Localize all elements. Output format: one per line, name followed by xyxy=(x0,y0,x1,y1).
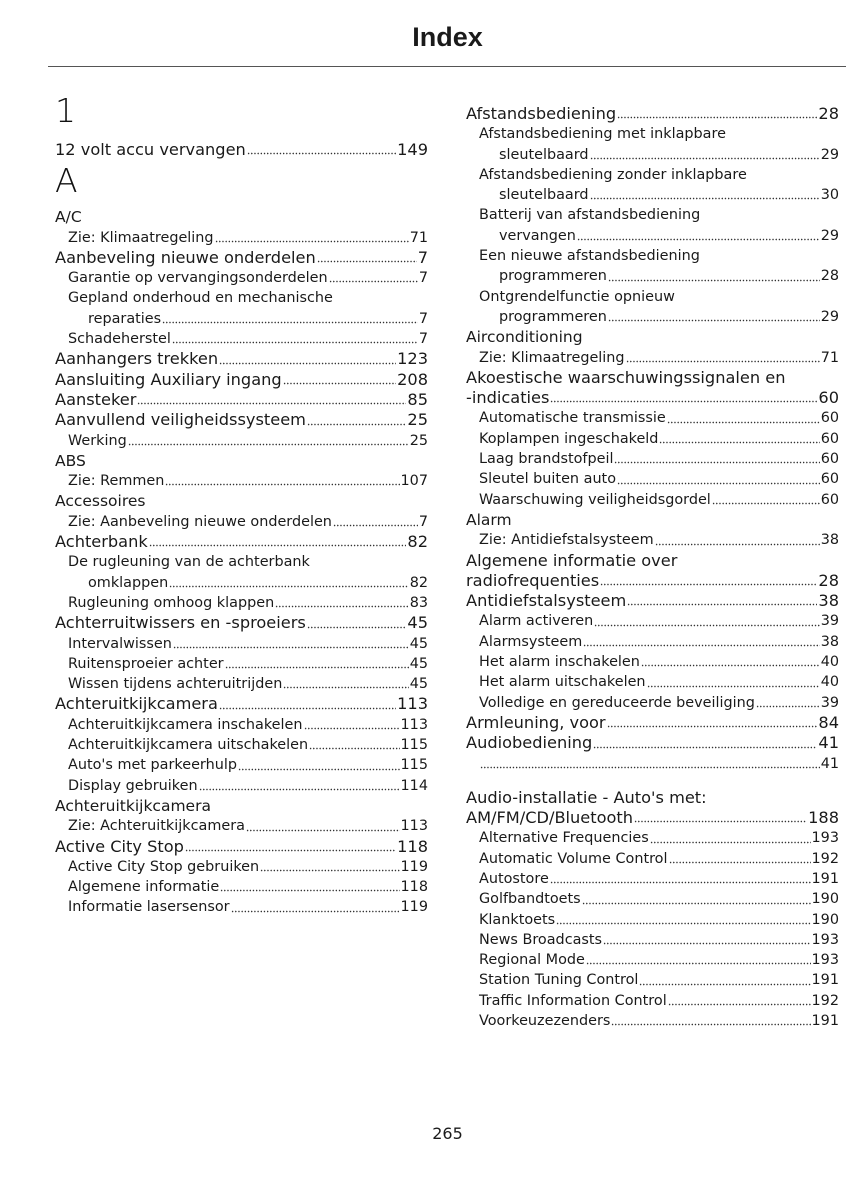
dot-leader xyxy=(600,583,817,587)
index-heading: Alarm xyxy=(466,510,512,529)
index-entry[interactable] xyxy=(55,776,428,796)
index-page-number[interactable]: 25 xyxy=(407,410,428,430)
index-page-number[interactable]: 38 xyxy=(820,532,839,549)
index-page-number[interactable]: 60 xyxy=(820,471,839,488)
index-page-number[interactable]: 60 xyxy=(820,430,839,447)
index-entry[interactable] xyxy=(466,652,839,672)
index-entry[interactable] xyxy=(466,368,839,388)
index-page-number[interactable]: 29 xyxy=(820,227,839,244)
index-page-number[interactable]: 190 xyxy=(811,891,839,908)
index-page-number[interactable]: 118 xyxy=(400,879,428,896)
dot-leader xyxy=(304,727,400,731)
page-number: 265 xyxy=(432,1124,463,1143)
index-heading: Airconditioning xyxy=(466,328,583,347)
index-entry[interactable] xyxy=(466,185,839,205)
index-heading: A/C xyxy=(55,208,82,227)
index-entry[interactable] xyxy=(466,632,839,652)
index-entry[interactable] xyxy=(466,754,839,774)
index-entry[interactable] xyxy=(466,889,839,909)
index-entry-text: Afstandsbediening met inklapbare xyxy=(479,126,726,143)
index-entry[interactable] xyxy=(466,788,839,808)
index-entry-text: Algemene informatie over xyxy=(466,550,678,570)
index-page-number[interactable]: 7 xyxy=(417,247,428,267)
index-section-letter: 1 xyxy=(55,91,76,130)
index-entry[interactable] xyxy=(466,469,839,489)
index-page-number[interactable]: 28 xyxy=(820,268,839,285)
index-entry-text: Golfbandtoets xyxy=(479,891,581,908)
index-page-number[interactable]: 40 xyxy=(820,654,839,671)
index-entry-text: Schadeherstel xyxy=(68,331,171,348)
dot-leader xyxy=(655,543,820,547)
index-entry[interactable] xyxy=(55,593,428,613)
dot-leader xyxy=(608,279,820,283)
index-page-number[interactable]: 191 xyxy=(811,870,839,887)
index-page-number[interactable]: 38 xyxy=(820,633,839,650)
index-page-number[interactable]: 119 xyxy=(400,899,428,916)
dot-leader xyxy=(756,705,820,709)
index-entry-text: Display gebruiken xyxy=(68,777,198,794)
dot-leader xyxy=(590,157,820,161)
dot-leader xyxy=(219,707,396,711)
index-page-number[interactable]: 60 xyxy=(820,491,839,508)
dot-leader xyxy=(617,116,817,120)
dot-leader xyxy=(225,666,409,670)
index-entry[interactable] xyxy=(466,733,839,753)
dot-leader xyxy=(162,321,418,325)
dot-leader xyxy=(586,962,811,966)
index-page-number[interactable]: 40 xyxy=(820,674,839,691)
index-heading: Achteruitkijkcamera xyxy=(55,796,211,815)
index-entry[interactable] xyxy=(55,755,428,775)
index-entry-text: Afstandsbediening xyxy=(466,104,617,123)
dot-leader xyxy=(582,902,811,906)
index-entry[interactable] xyxy=(466,571,839,591)
dot-leader xyxy=(215,240,409,244)
index-page-number[interactable]: 71 xyxy=(820,349,839,366)
index-page-number[interactable]: 29 xyxy=(820,146,839,163)
index-page-number[interactable]: 119 xyxy=(400,858,428,875)
dot-leader xyxy=(317,260,417,264)
index-entry[interactable] xyxy=(466,828,839,848)
index-entry-text: Waarschuwing veiligheidsgordel xyxy=(479,491,711,508)
index-entry-text: Auto's met parkeerhulp xyxy=(68,757,237,774)
index-page-number[interactable]: 28 xyxy=(818,104,839,123)
dot-leader xyxy=(550,400,817,404)
index-entry-text: Algemene informatie xyxy=(68,879,220,896)
index-entry-text: vervangen xyxy=(499,227,576,244)
index-page-number[interactable]: 149 xyxy=(397,140,428,159)
index-entry[interactable] xyxy=(466,287,839,307)
index-entry-text: Achteruitkijkcamera xyxy=(55,694,218,714)
index-entry[interactable] xyxy=(466,591,839,611)
index-page-number[interactable]: 113 xyxy=(397,694,428,714)
index-page-number[interactable]: 29 xyxy=(820,308,839,325)
index-entry-text: Een nieuwe afstandsbediening xyxy=(479,248,700,265)
index-entry[interactable] xyxy=(466,611,839,631)
index-entry[interactable] xyxy=(55,877,428,897)
index-entry-text: Wissen tijdens achteruitrijden xyxy=(68,676,283,693)
index-entry-text: Koplampen ingeschakeld xyxy=(479,430,659,447)
index-entry-text: Zie: Klimaatregeling xyxy=(479,349,625,366)
index-page-number[interactable]: 113 xyxy=(400,716,428,733)
index-entry[interactable] xyxy=(55,715,428,735)
index-page-number[interactable]: 193 xyxy=(811,830,839,847)
index-entry-text: Intervalwissen xyxy=(68,635,172,652)
index-page-number[interactable]: 41 xyxy=(818,733,839,753)
index-entry-text: Active City Stop gebruiken xyxy=(68,858,260,875)
dot-leader xyxy=(634,820,807,824)
index-page-number[interactable]: 190 xyxy=(811,911,839,928)
index-page-number[interactable]: 45 xyxy=(409,635,428,652)
index-page-number[interactable]: 28 xyxy=(818,570,839,590)
index-page-number[interactable]: 115 xyxy=(400,757,428,774)
dot-leader xyxy=(283,686,408,690)
index-page-number[interactable]: 115 xyxy=(400,737,428,754)
dot-leader xyxy=(614,461,819,465)
index-page-number[interactable]: 188 xyxy=(808,808,839,828)
index-page-number[interactable]: 60 xyxy=(820,410,839,427)
index-entry[interactable] xyxy=(466,246,839,266)
index-entry[interactable] xyxy=(466,124,839,144)
dot-leader xyxy=(594,624,819,628)
index-entry[interactable] xyxy=(466,104,839,124)
index-entry[interactable] xyxy=(466,672,839,692)
index-entry[interactable] xyxy=(466,530,839,550)
dot-leader xyxy=(173,646,409,650)
index-entry-text: Zie: Achteruitkijkcamera xyxy=(68,818,245,835)
index-entry[interactable] xyxy=(55,471,428,491)
index-entry-text: Batterij van afstandsbediening xyxy=(479,207,701,224)
index-page-number[interactable]: 208 xyxy=(397,369,428,389)
index-entry-text: Achteruitkijkcamera uitschakelen xyxy=(68,737,309,754)
index-entry-text: Achterruitwissers en -sproeiers xyxy=(55,613,306,633)
dot-leader xyxy=(172,341,418,345)
dot-leader xyxy=(283,382,396,386)
index-heading: Accessoires xyxy=(55,492,146,511)
index-entry-text: Traffic Information Control xyxy=(479,992,667,1009)
index-column-right xyxy=(466,104,839,1031)
index-entry-text: Regional Mode xyxy=(479,952,585,969)
index-page-number[interactable]: 71 xyxy=(409,229,428,246)
dot-leader xyxy=(149,544,407,548)
index-entry-text: Alarmsysteem xyxy=(479,633,583,650)
dot-leader xyxy=(307,626,407,630)
index-page-number[interactable]: 7 xyxy=(418,513,428,530)
index-entry[interactable] xyxy=(55,410,428,430)
index-entry-text: Zie: Aanbeveling nieuwe onderdelen xyxy=(68,513,332,530)
dot-leader xyxy=(627,603,817,607)
dot-leader xyxy=(668,1003,811,1007)
index-page-number[interactable]: 83 xyxy=(409,594,428,611)
index-entry[interactable] xyxy=(55,897,428,917)
index-entry[interactable] xyxy=(466,849,839,869)
header-divider xyxy=(48,66,846,67)
index-entry[interactable] xyxy=(466,348,839,368)
index-page-number[interactable]: 192 xyxy=(811,850,839,867)
index-entry-text: Zie: Antidiefstalsysteem xyxy=(479,532,654,549)
index-entry-text: Aanvullend veiligheidssysteem xyxy=(55,410,306,430)
index-entry[interactable] xyxy=(55,857,428,877)
index-entry[interactable] xyxy=(466,930,839,950)
index-page-number[interactable]: 82 xyxy=(409,574,428,591)
index-entry[interactable] xyxy=(55,613,428,633)
index-entry[interactable] xyxy=(55,390,428,410)
index-entry[interactable] xyxy=(466,165,839,185)
index-entry-text: Armleuning, voor xyxy=(466,712,606,732)
index-entry-text: Klanktoets xyxy=(479,911,556,928)
index-entry-text: Audiobediening xyxy=(466,733,593,753)
dot-leader xyxy=(128,443,409,447)
dot-leader xyxy=(275,605,409,609)
index-heading: ABS xyxy=(55,451,86,470)
index-entry[interactable] xyxy=(55,248,428,268)
index-page-number[interactable]: 60 xyxy=(818,388,839,408)
index-entry[interactable] xyxy=(55,634,428,654)
index-entry-text: Aansluiting Auxiliary ingang xyxy=(55,369,282,389)
dot-leader xyxy=(669,861,811,865)
index-entry-text: Active City Stop xyxy=(55,836,184,856)
index-entry-text: Garantie op vervangingsonderdelen xyxy=(68,270,328,287)
index-entry-text: Station Tuning Control xyxy=(479,972,639,989)
dot-leader xyxy=(550,881,811,885)
dot-leader xyxy=(199,788,400,792)
index-entry[interactable] xyxy=(55,674,428,694)
index-page-number[interactable]: 45 xyxy=(407,613,428,633)
index-entry[interactable] xyxy=(466,307,839,327)
index-entry-text: 12 volt accu vervangen xyxy=(55,140,246,159)
index-entry[interactable] xyxy=(466,226,839,246)
index-entry[interactable] xyxy=(55,694,428,714)
dot-leader xyxy=(650,841,811,845)
dot-leader xyxy=(639,983,810,987)
index-entry[interactable] xyxy=(55,329,428,349)
index-page-number[interactable]: 114 xyxy=(400,777,428,794)
index-entry[interactable] xyxy=(55,268,428,288)
index-entry-text: sleutelbaard xyxy=(499,146,589,163)
dot-leader xyxy=(659,441,819,445)
index-entry[interactable] xyxy=(55,309,428,329)
index-entry-text: Rugleuning omhoog klappen xyxy=(68,594,275,611)
dot-leader xyxy=(583,644,819,648)
index-entry-text: Autostore xyxy=(479,870,549,887)
index-entry-text: Akoestische waarschuwingssignalen en xyxy=(466,367,786,387)
index-entry-text: Voorkeuzezenders xyxy=(479,1013,611,1030)
index-entry-text: AM/FM/CD/Bluetooth xyxy=(466,808,634,828)
dot-leader xyxy=(593,746,817,750)
dot-leader xyxy=(169,585,408,589)
index-entry[interactable] xyxy=(466,970,839,990)
index-page-number[interactable]: 123 xyxy=(397,349,428,369)
index-entry[interactable] xyxy=(466,713,839,733)
index-entry[interactable] xyxy=(55,228,428,248)
index-entry[interactable] xyxy=(466,910,839,930)
dot-leader xyxy=(641,664,820,668)
dot-leader xyxy=(647,685,820,689)
index-entry[interactable] xyxy=(55,816,428,836)
index-entry[interactable] xyxy=(55,573,428,593)
index-page-number[interactable]: 45 xyxy=(409,655,428,672)
index-entry-text: Ruitensproeier achter xyxy=(68,655,224,672)
index-entry[interactable] xyxy=(466,1011,839,1031)
index-page-number[interactable]: 7 xyxy=(418,331,428,348)
index-entry[interactable] xyxy=(466,551,839,571)
dot-leader xyxy=(307,423,406,427)
index-page-number[interactable]: 107 xyxy=(400,473,428,490)
index-entry-text: Het alarm inschakelen xyxy=(479,654,640,671)
index-entry-text: Volledige en gereduceerde beveiliging xyxy=(479,694,755,711)
dot-leader xyxy=(137,402,406,406)
dot-leader xyxy=(231,910,400,914)
index-page-number[interactable]: 191 xyxy=(811,1013,839,1030)
index-page-number[interactable]: 113 xyxy=(400,818,428,835)
index-page-number[interactable]: 118 xyxy=(397,836,428,856)
index-entry[interactable] xyxy=(55,735,428,755)
index-entry-text: Gepland onderhoud en mechanische xyxy=(68,290,333,307)
index-entry-text: Alternative Frequencies xyxy=(479,830,649,847)
index-entry-text: Werking xyxy=(68,432,127,449)
index-entry-text: programmeren xyxy=(499,268,607,285)
index-page-number[interactable]: 41 xyxy=(820,755,839,772)
index-page-number[interactable]: 82 xyxy=(407,532,428,552)
index-entry[interactable] xyxy=(466,950,839,970)
dot-leader xyxy=(590,197,820,201)
index-entry-text: Automatische transmissie xyxy=(479,410,666,427)
index-entry[interactable] xyxy=(466,991,839,1011)
index-entry-text: De rugleuning van de achterbank xyxy=(68,554,310,571)
index-entry-text: Afstandsbediening zonder inklapbare xyxy=(479,166,747,183)
index-entry-text: Informatie lasersensor xyxy=(68,899,230,916)
dot-leader xyxy=(577,238,820,242)
dot-leader xyxy=(611,1023,810,1027)
index-entry[interactable] xyxy=(55,140,428,160)
index-entry[interactable] xyxy=(55,552,428,572)
index-entry[interactable] xyxy=(55,654,428,674)
index-entry-text: Aanhangers trekken xyxy=(55,349,219,369)
index-column-left xyxy=(55,92,428,918)
index-entry[interactable] xyxy=(55,431,428,451)
index-entry-text: Aansteker xyxy=(55,389,137,409)
index-entry-text: Het alarm uitschakelen xyxy=(479,674,646,691)
index-entry-text: programmeren xyxy=(499,308,607,325)
index-entry-text: Achterbank xyxy=(55,532,148,552)
index-entry[interactable] xyxy=(55,370,428,390)
index-entry[interactable] xyxy=(55,837,428,857)
index-page-number[interactable]: 7 xyxy=(418,270,428,287)
index-entry-text: Laag brandstofpeil xyxy=(479,451,614,468)
index-section-letter: A xyxy=(55,161,78,201)
index-entry-text: Antidiefstalsysteem xyxy=(466,591,627,611)
index-entry[interactable] xyxy=(466,869,839,889)
index-page-number[interactable]: 38 xyxy=(818,591,839,611)
index-page-number[interactable]: 60 xyxy=(820,451,839,468)
dot-leader xyxy=(333,524,418,528)
index-entry-text: -indicaties xyxy=(466,388,550,408)
index-page-number[interactable]: 39 xyxy=(820,613,839,630)
index-entry[interactable] xyxy=(55,532,428,552)
index-entry[interactable] xyxy=(55,288,428,308)
dot-leader xyxy=(247,152,396,156)
index-entry[interactable] xyxy=(466,808,839,828)
index-page-number[interactable]: 85 xyxy=(407,389,428,409)
dot-leader xyxy=(608,319,820,323)
dot-leader xyxy=(556,922,810,926)
dot-leader xyxy=(165,483,399,487)
index-page-number[interactable]: 193 xyxy=(811,952,839,969)
index-page-number[interactable]: 193 xyxy=(811,931,839,948)
index-entry-text: News Broadcasts xyxy=(479,931,603,948)
dot-leader xyxy=(603,942,810,946)
index-entry[interactable] xyxy=(466,205,839,225)
index-entry-text: Ontgrendelfunctie opnieuw xyxy=(479,288,675,305)
index-entry[interactable] xyxy=(466,266,839,286)
index-entry-text: Zie: Klimaatregeling xyxy=(68,229,214,246)
dot-leader xyxy=(185,849,396,853)
index-entry[interactable] xyxy=(466,490,839,510)
dot-leader xyxy=(607,725,818,729)
dot-leader xyxy=(260,869,399,873)
dot-leader xyxy=(712,502,820,506)
index-entry-text: Zie: Remmen xyxy=(68,473,165,490)
index-entry[interactable] xyxy=(55,512,428,532)
index-entry[interactable] xyxy=(466,145,839,165)
dot-leader xyxy=(667,421,820,425)
dot-leader xyxy=(220,889,399,893)
index-entry-text: Aanbeveling nieuwe onderdelen xyxy=(55,247,316,267)
dot-leader xyxy=(480,766,820,770)
index-entry[interactable] xyxy=(55,349,428,369)
dot-leader xyxy=(309,747,399,751)
dot-leader xyxy=(219,362,396,366)
index-entry-text: Sleutel buiten auto xyxy=(479,471,617,488)
index-entry[interactable] xyxy=(466,693,839,713)
dot-leader xyxy=(238,768,400,772)
index-entry[interactable] xyxy=(466,408,839,428)
index-entry[interactable] xyxy=(466,388,839,408)
index-entry-text: Audio-installatie - Auto's met: xyxy=(466,787,707,807)
index-entry[interactable] xyxy=(466,449,839,469)
index-page-number[interactable]: 30 xyxy=(820,187,839,204)
index-entry-text: Automatic Volume Control xyxy=(479,850,668,867)
index-entry-text: Alarm activeren xyxy=(479,613,594,630)
index-entry-text: radiofrequenties xyxy=(466,570,600,590)
index-page-number[interactable]: 39 xyxy=(820,694,839,711)
index-entry-text: sleutelbaard xyxy=(499,187,589,204)
dot-leader xyxy=(626,360,820,364)
index-page-number[interactable]: 84 xyxy=(818,712,839,732)
index-page-number[interactable]: 45 xyxy=(409,676,428,693)
index-page-number[interactable]: 191 xyxy=(811,972,839,989)
index-entry-text: omklappen xyxy=(88,574,169,591)
index-page-number[interactable]: 25 xyxy=(409,432,428,449)
index-entry-text: Achteruitkijkcamera inschakelen xyxy=(68,716,303,733)
index-entry-text: reparaties xyxy=(88,310,162,327)
dot-leader xyxy=(329,280,418,284)
dot-leader xyxy=(246,829,400,833)
index-page-number[interactable]: 7 xyxy=(418,310,428,327)
index-entry[interactable] xyxy=(466,429,839,449)
dot-leader xyxy=(617,482,820,486)
index-page-number[interactable]: 192 xyxy=(811,992,839,1009)
page-title: Index xyxy=(412,22,483,52)
